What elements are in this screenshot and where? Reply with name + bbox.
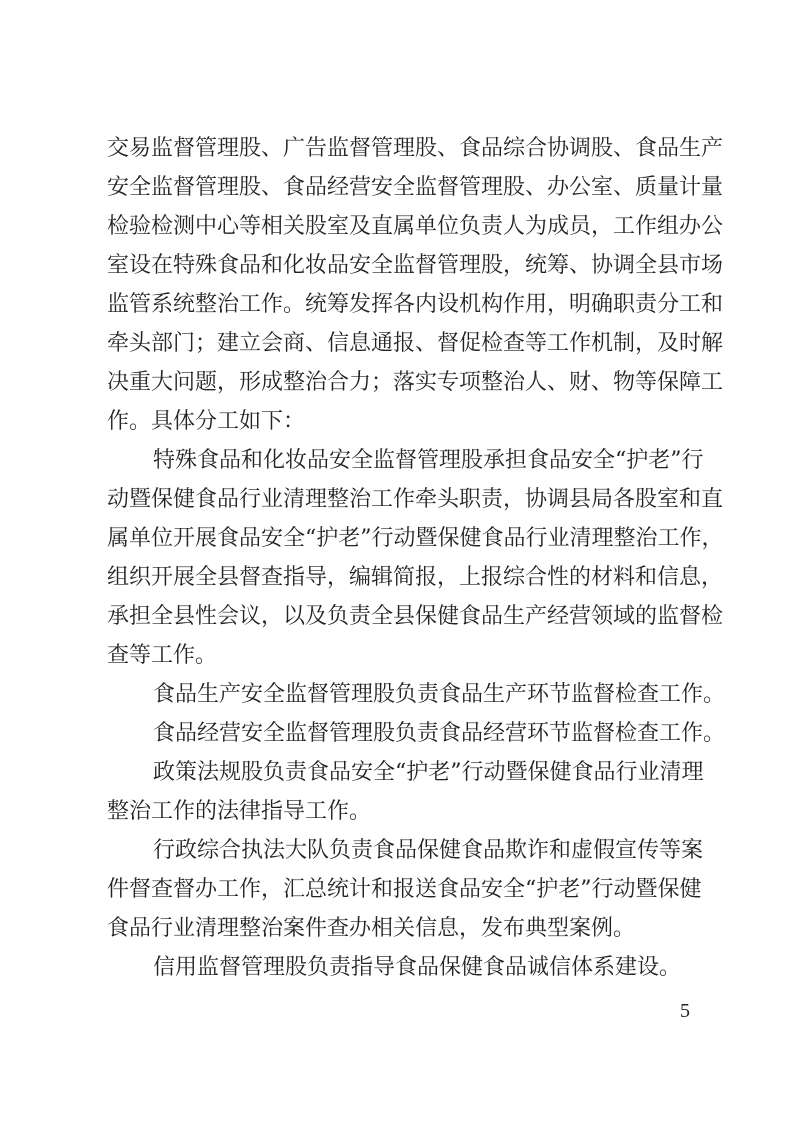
page-number: 5 [680,1000,690,1022]
paragraph [107,441,724,675]
text-line: 整治工作的法律指导工作。 [107,799,372,824]
text-line: 信用监督管理股负责指导食品保健食品诚信体系建设。 [153,955,682,980]
text-line: 室设在特殊食品和化妆品安全监督管理股，统筹、协调全县市场 [107,253,724,278]
text-line: 交易监督管理股、广告监督管理股、食品综合协调股、食品生产 [107,136,724,161]
text-line: 牵头部门；建立会商、信息通报、督促检查等工作机制，及时解 [107,331,724,356]
text-line: 特殊食品和化妆品安全监督管理股承担食品安全“护老”行 [153,448,704,473]
text-line: 动暨保健食品行业清理整治工作牵头职责，协调县局各股室和直 [107,487,724,512]
text-line: 承担全县性会议，以及负责全县保健食品生产经营领域的监督检 [107,604,724,629]
text-line: 安全监督管理股、食品经营安全监督管理股、办公室、质量计量 [107,175,724,200]
text-line: 食品生产安全监督管理股负责食品生产环节监督检查工作。 [153,682,726,707]
text-line: 作。具体分工如下： [107,409,306,434]
text-line: 行政综合执法大队负责食品保健食品欺诈和虚假宣传等案 [153,838,704,863]
text-line: 检验检测中心等相关股室及直属单位负责人为成员，工作组办公 [107,214,724,239]
text-line: 决重大问题，形成整治合力；落实专项整治人、财、物等保障工 [107,370,724,395]
text-line: 件督查督办工作，汇总统计和报送食品安全“护老”行动暨保健 [107,877,702,902]
text-line: 查等工作。 [107,643,218,668]
text-line: 政策法规股负责食品安全“护老”行动暨保健食品行业清理 [153,760,704,785]
paragraph [107,675,726,714]
paragraph [107,129,724,441]
paragraph [107,831,704,948]
text-line: 组织开展全县督查指导，编辑简报，上报综合性的材料和信息， [107,565,724,590]
paragraph [107,948,697,987]
paragraph [107,714,726,753]
text-line: 食品经营安全监督管理股负责食品经营环节监督检查工作。 [153,721,726,746]
text-line: 监管系统整治工作。统筹发挥各内设机构作用，明确职责分工和 [107,292,724,317]
text-line: 属单位开展食品安全“护老”行动暨保健食品行业清理整治工作， [107,526,724,551]
document-body [107,129,726,987]
text-line: 食品行业清理整治案件查办相关信息，发布典型案例。 [107,916,636,941]
paragraph [107,753,704,831]
